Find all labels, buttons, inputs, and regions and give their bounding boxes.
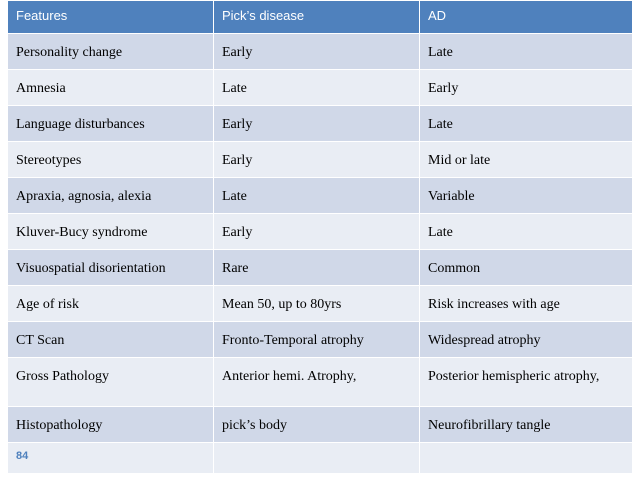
table-row [8, 142, 633, 178]
ad-cell: Risk increases with age [420, 286, 633, 322]
ad-cell: Neurofibrillary tangle [420, 407, 633, 443]
ad-cell: Late [420, 34, 633, 70]
header-row [8, 1, 633, 34]
table-row [8, 214, 633, 250]
table-row [8, 358, 633, 407]
header-ad: AD [420, 1, 633, 34]
ad-cell: Common [420, 250, 633, 286]
picks-cell: Early [214, 142, 420, 178]
empty-cell [420, 443, 633, 474]
table-row [8, 106, 633, 142]
feature-cell: Age of risk [8, 286, 214, 322]
picks-cell: Fronto-Temporal atrophy [214, 322, 420, 358]
empty-cell [214, 443, 420, 474]
page-number: 84 [16, 450, 29, 462]
table-row [8, 407, 633, 443]
ad-cell: Early [420, 70, 633, 106]
feature-cell: Personality change [8, 34, 214, 70]
feature-cell: Gross Pathology [8, 358, 214, 407]
empty-cell [8, 443, 214, 474]
feature-cell: Apraxia, agnosia, alexia [8, 178, 214, 214]
table-row [8, 70, 633, 106]
table-row [8, 322, 633, 358]
picks-cell: Late [214, 178, 420, 214]
table-row [8, 178, 633, 214]
table-row [8, 34, 633, 70]
picks-cell: Early [214, 214, 420, 250]
feature-cell: Histopathology [8, 407, 214, 443]
picks-cell: Rare [214, 250, 420, 286]
ad-cell: Late [420, 214, 633, 250]
header-picks-disease: Pick’s disease [214, 1, 420, 34]
ad-cell: Variable [420, 178, 633, 214]
picks-cell: Late [214, 70, 420, 106]
table-row [8, 286, 633, 322]
table-row [8, 250, 633, 286]
picks-cell: pick’s body [214, 407, 420, 443]
feature-cell: Language disturbances [8, 106, 214, 142]
ad-cell: Mid or late [420, 142, 633, 178]
picks-cell: Mean 50, up to 80yrs [214, 286, 420, 322]
feature-cell: Stereotypes [8, 142, 214, 178]
empty-table-row [8, 443, 633, 474]
picks-cell: Early [214, 106, 420, 142]
feature-cell: Visuospatial disorientation [8, 250, 214, 286]
ad-cell: Posterior hemispheric atrophy, [420, 358, 633, 407]
feature-cell: CT Scan [8, 322, 214, 358]
picks-cell: Early [214, 34, 420, 70]
ad-cell: Widespread atrophy [420, 322, 633, 358]
ad-cell: Late [420, 106, 633, 142]
picks-cell: Anterior hemi. Atrophy, [214, 358, 420, 407]
comparison-table [7, 0, 633, 474]
feature-cell: Kluver-Bucy syndrome [8, 214, 214, 250]
feature-cell: Amnesia [8, 70, 214, 106]
header-features: Features [8, 1, 214, 34]
